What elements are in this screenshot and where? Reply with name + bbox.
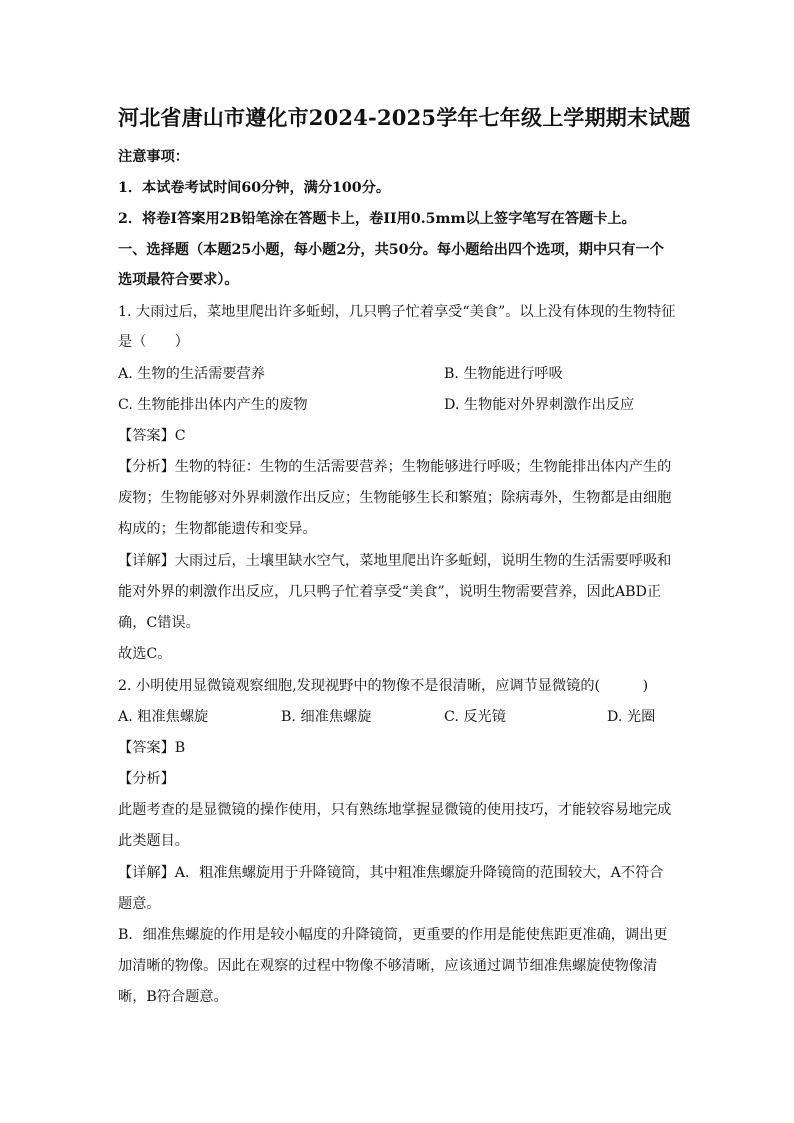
q2-answer: 【答案】B	[118, 740, 186, 756]
q1-stem-line-1: 1. 大雨过后，菜地里爬出许多蚯蚓，几只鸭子忙着享受“美食”。以上没有体现的生物特征	[118, 304, 676, 320]
q1-option-c: C. 生物能排出体内产生的废物	[118, 397, 308, 413]
q1-analysis-line-2: 废物；生物能够对外界刺激作出反应；生物能够生长和繁殖；除病毒外，生物都是由细胞	[118, 490, 672, 506]
q2-analysis-heading: 【分析】	[118, 771, 175, 787]
q1-detail-line-3: 确，C错误。	[118, 615, 200, 631]
q1-detail-line-2: 能对外界的刺激作出反应，几只鸭子忙着享受“美食”，说明生物需要营养，因此ABD正	[118, 584, 662, 600]
notice-heading: 注意事项：	[118, 149, 189, 165]
notice-item-1: 1．本试卷考试时间60分钟，满分100分。	[118, 180, 391, 196]
q1-analysis-line-1: 【分析】生物的特征：生物的生活需要营养；生物能够进行呼吸；生物能排出体内产生的	[118, 459, 672, 475]
q2-detail-line-3: B．细准焦螺旋的作用是较小幅度的升降镜筒，更重要的作用是能使焦距更准确，调出更	[118, 927, 668, 943]
q2-detail-line-1: 【详解】A．粗准焦螺旋用于升降镜筒，其中粗准焦螺旋升降镜筒的范围较大，A不符合	[118, 865, 664, 881]
q2-detail-line-2: 题意。	[118, 896, 161, 912]
q1-answer: 【答案】C	[118, 428, 186, 444]
q1-option-a: A. 生物的生活需要营养	[118, 366, 265, 382]
q1-conclusion: 故选C。	[118, 646, 172, 662]
q2-detail-line-4: 加清晰的物像。因此在观察的过程中物像不够清晰，应该通过调节细准焦螺旋使物像清	[118, 958, 658, 974]
q2-option-d: D. 光圈	[607, 709, 656, 725]
q1-detail-line-1: 【详解】大雨过后，土壤里缺水空气，菜地里爬出许多蚯蚓，说明生物的生活需要呼吸和	[118, 553, 672, 569]
section-heading-line-1: 一、选择题（本题25小题，每小题2分，共50分。每小题给出四个选项，期中只有一个	[118, 242, 664, 258]
q2-detail-line-5: 晰，B符合题意。	[118, 989, 228, 1005]
q2-analysis-line-1: 此题考查的是显微镜的操作使用，只有熟练地掌握显微镜的使用技巧，才能较容易地完成	[118, 802, 672, 818]
q2-analysis-line-2: 此类题目。	[118, 833, 189, 849]
q1-stem-line-2: 是（ ）	[118, 334, 189, 350]
q1-option-d: D. 生物能对外界刺激作出反应	[444, 397, 635, 413]
page-title: 河北省唐山市遵化市2024-2025学年七年级上学期期末试题	[118, 105, 691, 130]
q2-option-c: C. 反光镜	[444, 709, 506, 725]
q2-option-b: B. 细准焦螺旋	[281, 709, 372, 725]
section-heading-line-2: 选项最符合要求）。	[118, 272, 239, 288]
q1-analysis-line-3: 构成的；生物都能遗传和变异。	[118, 521, 317, 537]
q1-option-b: B. 生物能进行呼吸	[444, 366, 563, 382]
q2-option-a: A. 粗准焦螺旋	[118, 709, 209, 725]
notice-item-2: 2．将卷I答案用2B铅笔涂在答题卡上，卷II用0.5mm以上签字笔写在答题卡上。	[118, 211, 636, 227]
q2-stem: 2. 小明使用显微镜观察细胞,发现视野中的物像不是很清晰，应调节显微镜的( )	[118, 678, 649, 694]
